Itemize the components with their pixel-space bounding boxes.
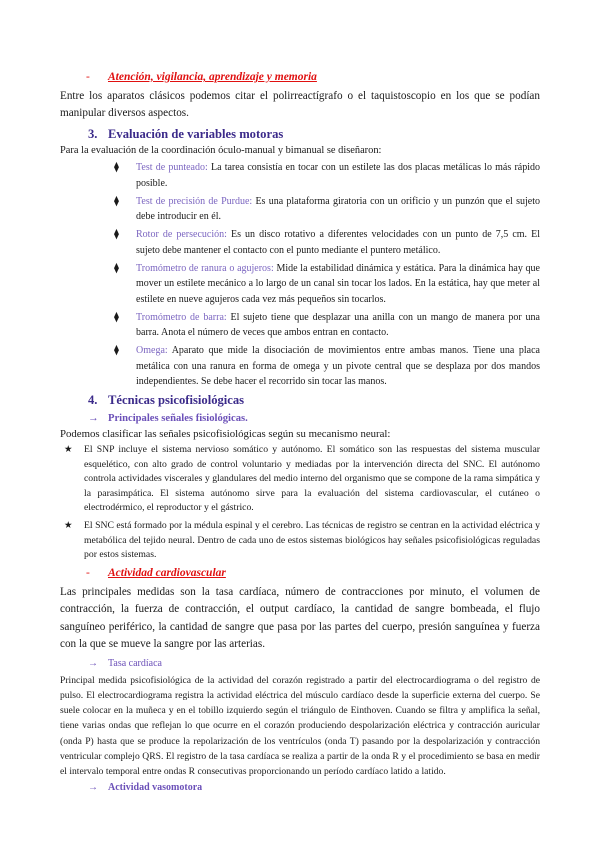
section-title: Evaluación de variables motoras <box>108 127 284 141</box>
motor-intro: Para la evaluación de la coordinación óculo-manual y bimanual se diseñaron: <box>60 145 382 156</box>
list-item <box>114 261 540 308</box>
arrow-icon: → <box>88 413 99 424</box>
list-item <box>114 160 541 191</box>
definition: Mide la estabilidad dinámica y estática. Para la dinámica hay que mover un estilete mecánico a lo largo de un canal sin tocar los lados. En la estática, hay que meter al estilete en nueve agujeros cada vez más pequeños sin tocarlos. <box>136 262 540 305</box>
heart-rate-subheading <box>88 656 540 671</box>
list-item <box>114 343 540 390</box>
list-item <box>114 194 540 225</box>
document-page <box>60 70 540 795</box>
item-text: El SNP incluye el sistema nervioso somático y autónomo. El somático son las respuestas del sistema muscular esquelético, con alto grado de control voluntario y mediadas por la intervención directa del SNC. El autónomo controla actividades viscerales y glandulares del medio interno del organismo que se compone de la rama simpática y la parasimpática. El sistema autónomo sirve para la evaluación del sistema cardiovascular, el cutáneo o electrodérmico, el reproductor y el gástrico. <box>84 444 540 514</box>
list-item <box>114 227 540 258</box>
subheading-text: Actividad vasomotora <box>108 782 203 794</box>
definition: Es un disco rotativo a diferentes velocidades con un punto de 7,5 cm. El sujeto debe mantener el contacto con el punto mediante el puntero metálico. <box>136 229 540 256</box>
definition: Aparato que mide la disociación de movimientos entre ambas manos. Tiene una placa metálica con una ranura en forma de omega y un pivote central que se desplaza por dos mandos independientes. Se debe hacer el recorrido sin tocar las manos. <box>136 345 540 387</box>
term: Tromómetro de ranura o agujeros: <box>136 262 274 274</box>
signals-list <box>60 443 540 563</box>
attention-heading <box>86 70 540 85</box>
signals-intro: Podemos clasificar las señales psicofisiológicas según su mecanismo neural: <box>60 428 391 440</box>
signals-subheading <box>88 411 540 426</box>
arrow-icon: → <box>88 782 98 794</box>
list-item <box>114 310 540 341</box>
section-title: Técnicas psicofisiológicas <box>108 393 245 407</box>
definition: La tarea consistía en tocar con un estilete las dos placas metálicas lo más rápido posible. <box>136 162 541 189</box>
list-item <box>64 519 540 563</box>
list-item <box>64 443 540 516</box>
term: Rotor de persecución: <box>136 229 227 240</box>
diamond-bullet-icon: ⧫ <box>114 311 119 323</box>
definition: Es una plataforma giratoria con un orificio y un punzón que el sujeto debe introducir en él. <box>136 195 540 222</box>
diamond-bullet-icon: ⧫ <box>114 162 119 173</box>
vasomotor-subheading <box>88 780 540 795</box>
cardio-heading-text: Actividad cardiovascular <box>108 566 226 579</box>
motor-section-heading <box>88 126 540 143</box>
star-bullet-icon: ★ <box>64 519 73 531</box>
subheading-text: Tasa cardíaca <box>108 657 162 669</box>
term: Tromómetro de barra: <box>136 311 227 323</box>
attention-paragraph: Entre los aparatos clásicos podemos citar el polirreactígrafo o el taquistoscopio en los que se podían manipular diversos aspectos. <box>60 90 540 119</box>
section-number: 4. <box>88 393 98 407</box>
arrow-icon: → <box>88 657 98 669</box>
term: Test de precisión de Purdue: <box>136 195 253 207</box>
diamond-bullet-icon: ⧫ <box>114 345 119 356</box>
term: Test de punteado: <box>136 162 208 173</box>
diamond-bullet-icon: ⧫ <box>114 262 119 274</box>
term: Omega: <box>136 345 168 356</box>
diamond-bullet-icon: ⧫ <box>114 229 119 240</box>
psycho-section-heading <box>88 392 540 409</box>
diamond-bullet-icon: ⧫ <box>114 195 119 207</box>
heart-rate-paragraph: Principal medida psicofisiológica de la actividad del corazón registrado a partir del electrocardiograma o del registro de pulso. El electrocardiograma registra la actividad eléctrica del músculo cardíaco desde la superficie externa del cuerpo. Se suele colocar en la muñeca y en el tobillo izquierdo según el triángulo de Einthoven. Cuando se filtra y amplifica la señal, tiene varias ondas que reflejan lo que ocurre en el corazón produciendo despolarización eléctrica y contracción auricular (onda P) hasta que se produce la repolarización de los ventrículos (onda T) pasando por la despolarización y contracción ventricular complejo QRS. El registro de la tasa cardíaca se realiza a partir de la onda R y el procedimiento se basa en medir el intervalo temporal entre ondas R consecutivas proporcionando un período cardíaco latido a latido. <box>60 674 540 777</box>
dash-bullet: - <box>86 566 90 579</box>
definition: El sujeto tiene que desplazar una anilla con un mango de manera por una barra. Anota el número de veces que ambos entran en contacto. <box>136 311 540 338</box>
section-number: 3. <box>88 127 98 141</box>
cardio-paragraph: Las principales medidas son la tasa cardíaca, número de contracciones por minuto, el volumen de contracción, la fuerza de contracción, el output cardíaco, la cantidad de sangre bombeada, el flujo sanguíneo periférico, la cantidad de sangre que pasa por las partes del cuerpo, presión sanguínea y fuerza con la que se mueve la sangre por las arterias. <box>60 585 540 651</box>
star-bullet-icon: ★ <box>64 444 73 455</box>
subheading-text: Principales señales fisiológicas. <box>108 413 248 424</box>
attention-heading-text: Atención, vigilancia, aprendizaje y memoria <box>108 71 317 83</box>
motor-tests-list <box>60 160 540 390</box>
dash-bullet: - <box>86 71 90 83</box>
cardio-heading <box>86 566 540 581</box>
item-text: El SNC está formado por la médula espinal y el cerebro. Las técnicas de registro se centran en la actividad eléctrica y metabólica del tejido neural. Dentro de cada uno de estos sistemas biológicos hay señales psicofisiológicas reguladas por estos sistemas. <box>84 519 540 561</box>
